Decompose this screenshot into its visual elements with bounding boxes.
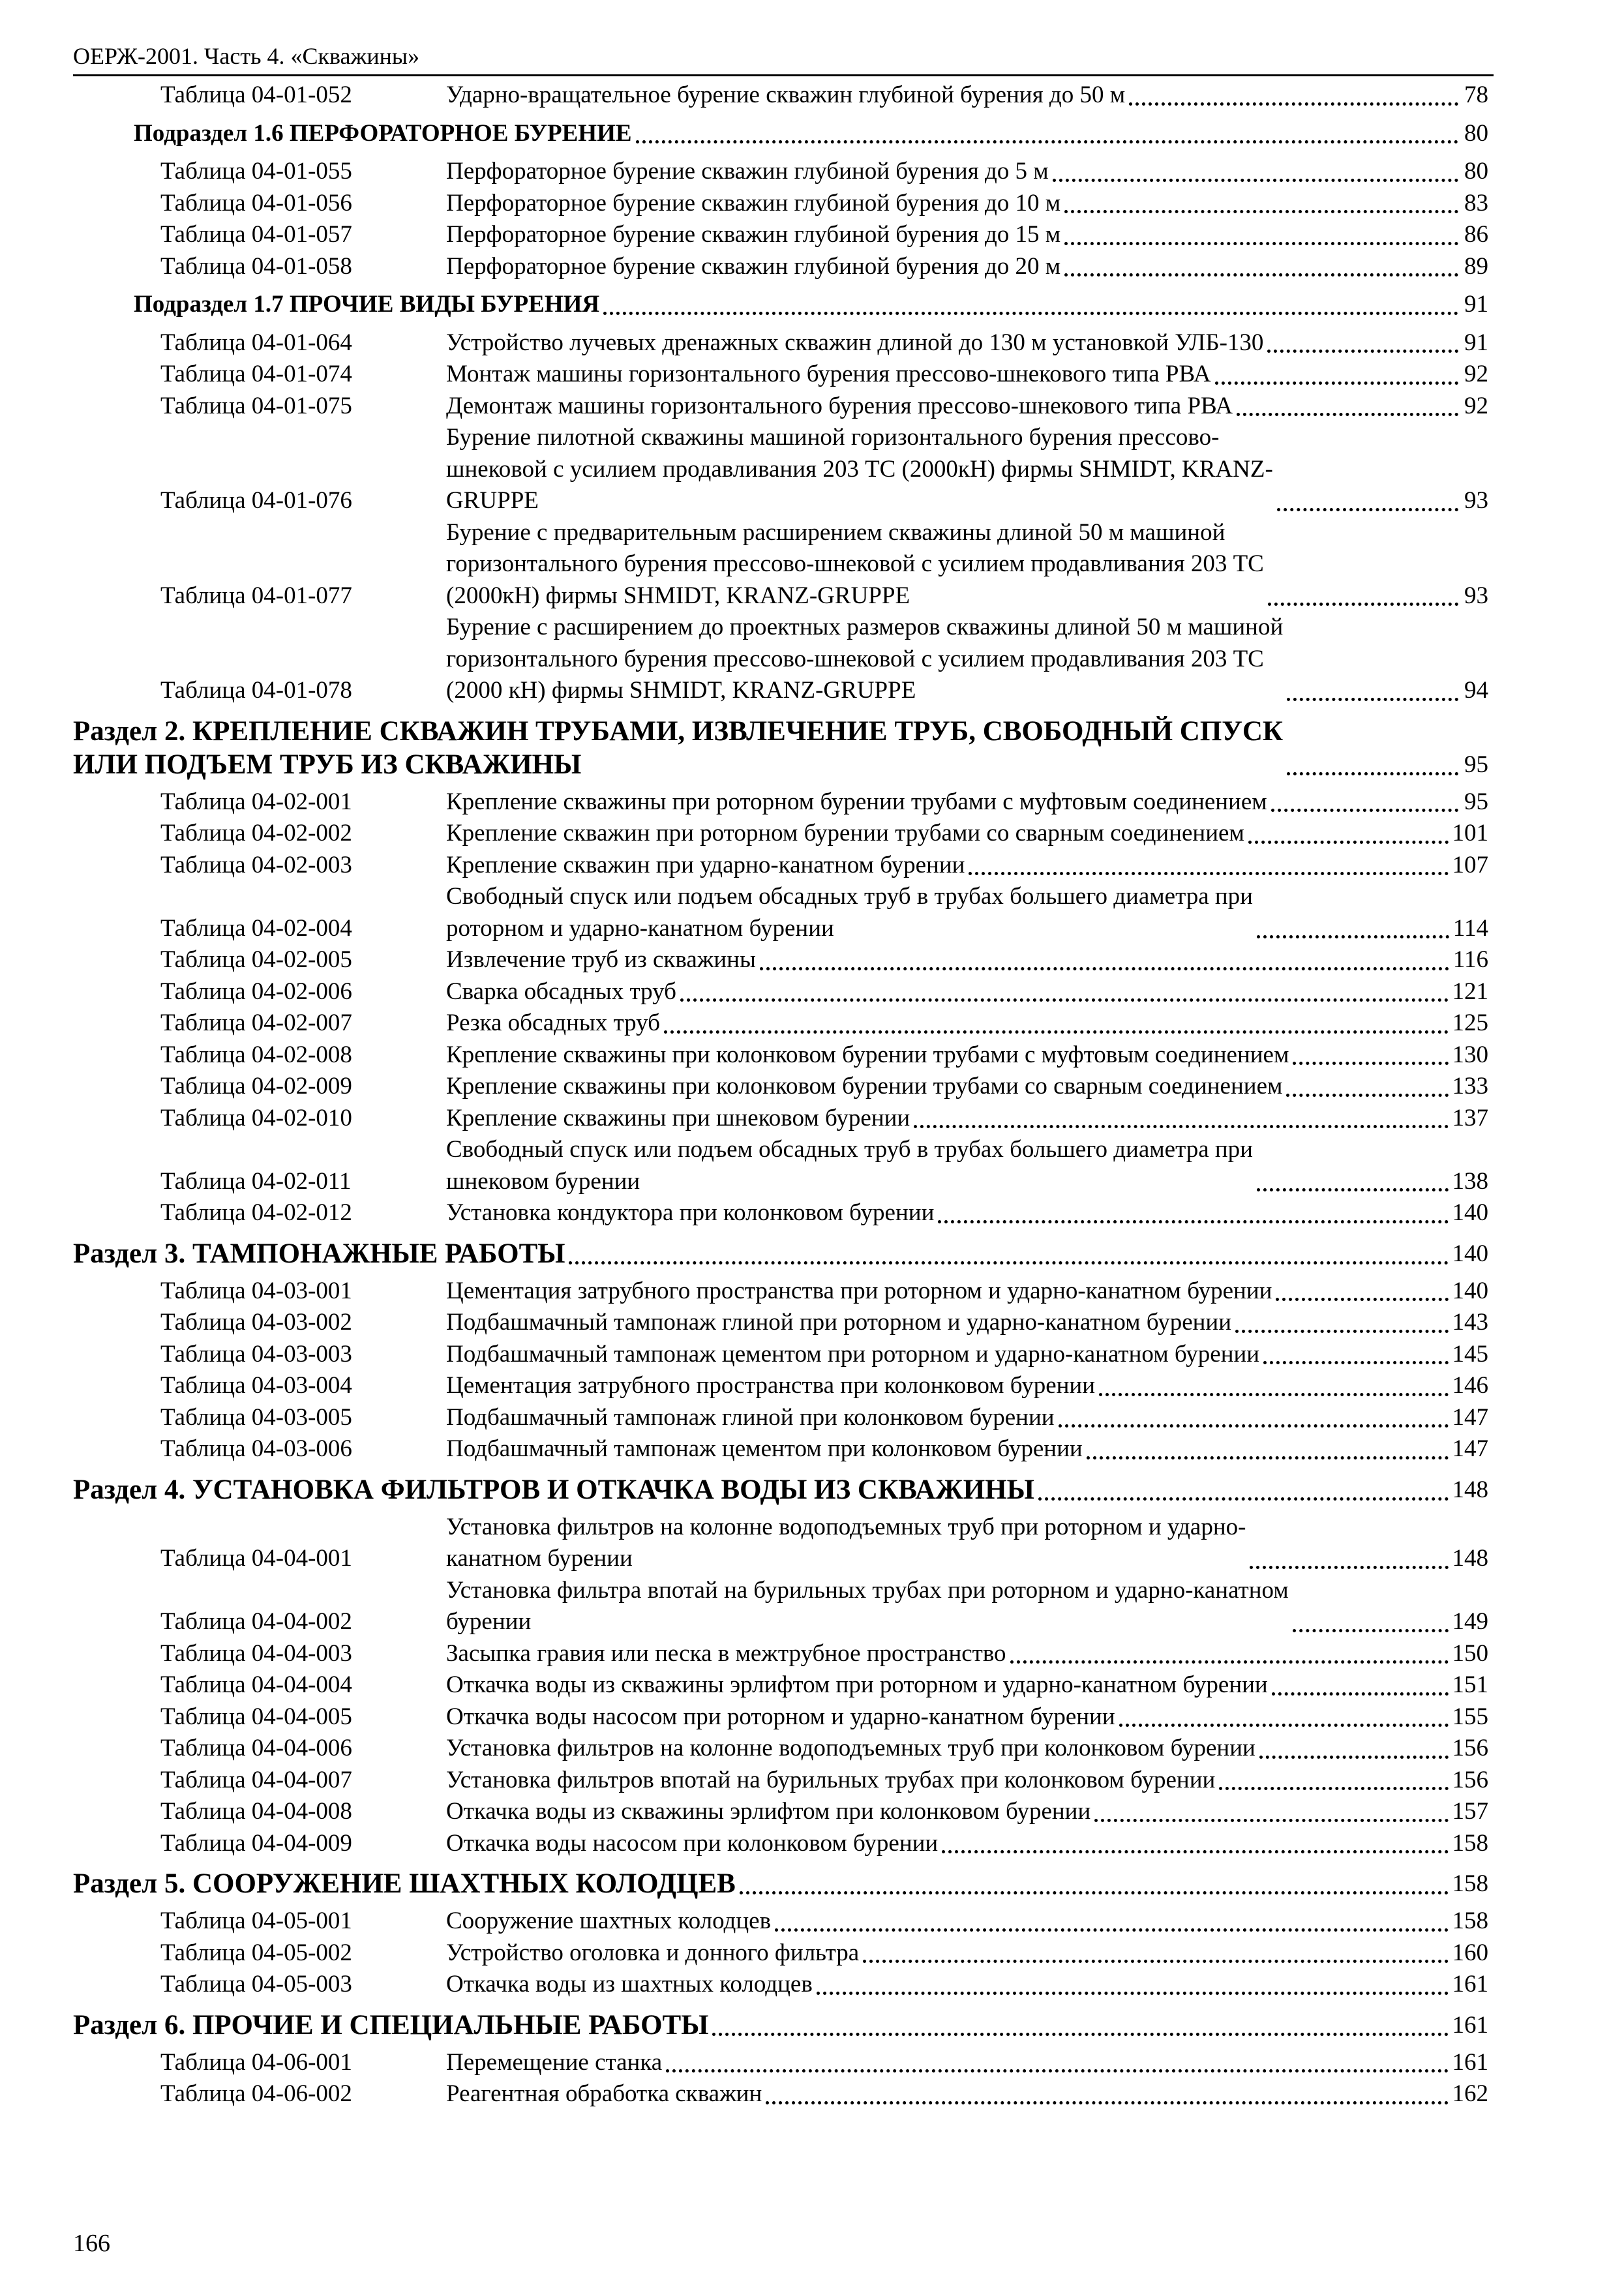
- dot-leader: [1053, 172, 1458, 182]
- entry-code: Таблица 04-04-002: [160, 1608, 352, 1635]
- entry-page-number: 114: [1452, 914, 1488, 942]
- toc-table-entry[interactable]: [73, 1701, 1488, 1733]
- entry-title: Раздел 6. ПРОЧИЕ И СПЕЦИАЛЬНЫЕ РАБОТЫ: [73, 2009, 709, 2041]
- dot-leader: [1064, 235, 1458, 245]
- entry-title: Подраздел 1.6 ПЕРФОРАТОРНОЕ БУРЕНИЕ: [134, 119, 632, 147]
- toc-table-entry[interactable]: [73, 1969, 1488, 2001]
- toc-table-entry[interactable]: [73, 2078, 1488, 2110]
- entry-code: Таблица 04-03-006: [160, 1435, 352, 1462]
- toc-table-entry[interactable]: [73, 1307, 1488, 1339]
- dot-leader: [740, 1885, 1449, 1894]
- entry-code: Таблица 04-03-004: [160, 1372, 352, 1399]
- entry-code: Таблица 04-01-078: [160, 677, 352, 704]
- dot-leader: [1286, 1087, 1448, 1097]
- entry-title: Сварка обсадных труб: [446, 978, 676, 1005]
- entry-title: Извлечение труб из скважины: [446, 946, 756, 973]
- toc-table-entry[interactable]: [73, 1733, 1488, 1765]
- dot-leader: [1038, 1491, 1449, 1501]
- entry-title: Перфораторное бурение скважин глубиной бурения до 15 м: [446, 221, 1061, 248]
- entry-body: [446, 2078, 1488, 2110]
- dot-leader: [969, 865, 1448, 875]
- entry-title: Устройство лучевых дренажных скважин длиной до 130 м установкой УЛБ-130: [446, 329, 1264, 356]
- entry-page-number: 161: [1452, 2048, 1488, 2076]
- entry-code: Таблица 04-03-003: [160, 1340, 352, 1368]
- entry-page-number: 130: [1452, 1041, 1488, 1068]
- entry-code: Таблица 04-05-002: [160, 1939, 352, 1966]
- entry-code: Таблица 04-04-001: [160, 1545, 352, 1572]
- dot-leader: [1272, 1686, 1449, 1696]
- toc-subsection-entry[interactable]: [73, 289, 1488, 321]
- entry-title: Подбашмачный тампонаж глиной при роторном и ударно-канатном бурении: [446, 1309, 1232, 1336]
- entry-code: Таблица 04-06-001: [160, 2048, 352, 2076]
- toc-table-entry[interactable]: [73, 1575, 1488, 1638]
- entry-body: [446, 327, 1488, 359]
- entry-page-number: 80: [1464, 158, 1488, 185]
- entry-body: [446, 391, 1488, 423]
- toc-table-entry[interactable]: [73, 1134, 1488, 1197]
- entry-code: Таблица 04-02-007: [160, 1010, 352, 1036]
- entry-body: [446, 359, 1488, 391]
- entry-code: Таблица 04-02-004: [160, 914, 352, 942]
- entry-title: Откачка воды насосом при колонковом бурении: [446, 1829, 939, 1857]
- entry-body: [446, 1937, 1488, 1969]
- toc-table-entry[interactable]: [73, 818, 1488, 850]
- entry-body: [446, 1512, 1488, 1575]
- entry-page-number: 95: [1464, 788, 1488, 815]
- entry-body: [73, 715, 1488, 781]
- entry-page-number: 125: [1452, 1010, 1488, 1036]
- entry-title: Бурение с расширением до проектных размеров скважины длиной 50 м машиной горизонтального бурения прессово-шнековой с усилием продавливания 203 ТС (2000 кН) фирмы SHMIDT, KRANZ-GRUPPE: [446, 614, 1284, 704]
- entry-title: Демонтаж машины горизонтального бурения прессово-шнекового типа РВА: [446, 392, 1233, 419]
- entry-title: Цементация затрубного пространства при колонковом бурении: [446, 1372, 1096, 1399]
- entry-code: Таблица 04-02-002: [160, 820, 352, 846]
- entry-body: [446, 251, 1488, 283]
- dot-leader: [569, 1255, 1448, 1264]
- entry-page-number: 158: [1452, 1870, 1488, 1897]
- dot-leader: [1059, 1418, 1449, 1428]
- dot-leader: [863, 1953, 1448, 1963]
- dot-leader: [1287, 766, 1458, 775]
- entry-code: Таблица 04-02-010: [160, 1104, 352, 1131]
- entry-page-number: 147: [1452, 1435, 1488, 1462]
- toc-table-entry[interactable]: [73, 1433, 1488, 1465]
- entry-body: [446, 1796, 1488, 1828]
- entry-page-number: 151: [1452, 1671, 1488, 1698]
- toc-section-entry[interactable]: [73, 715, 1488, 781]
- entry-title: Подбашмачный тампонаж цементом при колонковом бурении: [446, 1435, 1083, 1462]
- entry-body: [446, 1969, 1488, 2001]
- dot-leader: [1276, 1291, 1448, 1301]
- entry-body: [73, 1473, 1488, 1506]
- entry-page-number: 138: [1452, 1167, 1488, 1195]
- dot-leader: [664, 1024, 1449, 1034]
- entry-body: [134, 118, 1488, 150]
- entry-page-number: 140: [1452, 1240, 1488, 1267]
- entry-title: Реагентная обработка скважин: [446, 2080, 762, 2107]
- entry-page-number: 133: [1452, 1073, 1488, 1100]
- entry-title: Раздел 3. ТАМПОНАЖНЫЕ РАБОТЫ: [73, 1238, 565, 1269]
- entry-body: [446, 1765, 1488, 1797]
- toc-section-entry[interactable]: [73, 2009, 1488, 2042]
- dot-leader: [712, 2026, 1448, 2036]
- entry-title: Ударно-вращательное бурение скважин глубиной бурения до 50 м: [446, 82, 1126, 108]
- entry-title: Крепление скважин при роторном бурении трубами со сварным соединением: [446, 820, 1244, 846]
- entry-body: [446, 1701, 1488, 1733]
- toc-table-entry[interactable]: [73, 1008, 1488, 1040]
- entry-code: Таблица 04-02-003: [160, 851, 352, 878]
- entry-title: Установка фильтров впотай на бурильных трубах при колонковом бурении: [446, 1766, 1216, 1793]
- dot-leader: [1099, 1386, 1448, 1396]
- table-of-contents: [73, 80, 1488, 2110]
- entry-code: Таблица 04-01-077: [160, 582, 352, 609]
- entry-page-number: 147: [1452, 1403, 1488, 1431]
- entry-page-number: 148: [1452, 1476, 1488, 1503]
- dot-leader: [1257, 1182, 1449, 1191]
- entry-page-number: 155: [1452, 1703, 1488, 1730]
- entry-page-number: 94: [1464, 677, 1488, 704]
- entry-code: Таблица 04-02-005: [160, 946, 352, 973]
- dot-leader: [1293, 1623, 1449, 1632]
- toc-section-entry[interactable]: [73, 1237, 1488, 1270]
- entry-code: Таблица 04-01-057: [160, 221, 352, 248]
- dot-leader: [760, 961, 1449, 970]
- entry-body: [446, 1402, 1488, 1434]
- entry-body: [446, 188, 1488, 220]
- dot-leader: [1094, 1812, 1448, 1822]
- entry-code: Таблица 04-05-001: [160, 1908, 352, 1934]
- entry-page-number: 78: [1464, 82, 1488, 108]
- entry-body: [446, 1828, 1488, 1860]
- entry-body: [446, 1071, 1488, 1103]
- toc-table-entry[interactable]: [73, 1276, 1488, 1308]
- entry-page-number: 150: [1452, 1639, 1488, 1667]
- toc-table-entry[interactable]: [73, 219, 1488, 251]
- entry-title: Крепление скважины при колонковом бурении трубами со сварным соединением: [446, 1073, 1283, 1100]
- toc-table-entry[interactable]: [73, 156, 1488, 188]
- toc-table-entry[interactable]: [73, 188, 1488, 220]
- entry-title: Установка фильтра впотай на бурильных трубах при роторном и ударно-канатном бурении: [446, 1576, 1289, 1635]
- dot-leader: [1064, 203, 1458, 213]
- entry-page-number: 86: [1464, 221, 1488, 248]
- dot-leader: [1248, 834, 1449, 844]
- dot-leader: [1263, 1354, 1448, 1364]
- toc-table-entry[interactable]: [73, 612, 1488, 707]
- dot-leader: [603, 305, 1458, 315]
- entry-title: Крепление скважин при ударно-канатном бурении: [446, 851, 965, 878]
- entry-title: Свободный спуск или подъем обсадных труб в трубах большего диаметра при шнековом бурении: [446, 1136, 1253, 1195]
- entry-page-number: 116: [1452, 946, 1488, 973]
- entry-body: [73, 2009, 1488, 2042]
- toc-table-entry[interactable]: [73, 786, 1488, 818]
- entry-title: Откачка воды насосом при роторном и ударно-канатном бурении: [446, 1703, 1115, 1730]
- entry-title: Раздел 4. УСТАНОВКА ФИЛЬТРОВ И ОТКАЧКА ВОДЫ ИЗ СКВАЖИНЫ: [73, 1474, 1034, 1505]
- entry-code: Таблица 04-01-056: [160, 189, 352, 217]
- entry-page-number: 140: [1452, 1199, 1488, 1226]
- dot-leader: [914, 1118, 1448, 1128]
- toc-section-entry[interactable]: [73, 1473, 1488, 1506]
- entry-body: [446, 1103, 1488, 1135]
- entry-body: [134, 289, 1488, 321]
- entry-title: Засыпка гравия или песка в межтрубное пространство: [446, 1639, 1006, 1667]
- entry-title: Установка кондуктора при колонковом бурении: [446, 1199, 935, 1226]
- toc-table-entry[interactable]: [73, 1906, 1488, 1937]
- entry-code: Таблица 04-04-004: [160, 1671, 352, 1698]
- toc-table-entry[interactable]: [73, 1197, 1488, 1229]
- entry-page-number: 140: [1452, 1277, 1488, 1304]
- entry-code: Таблица 04-03-001: [160, 1277, 352, 1304]
- dot-leader: [1268, 596, 1458, 606]
- entry-title: Подбашмачный тампонаж глиной при колонковом бурении: [446, 1403, 1055, 1431]
- entry-code: Таблица 04-01-058: [160, 252, 352, 280]
- entry-code: Таблица 04-02-011: [160, 1167, 352, 1195]
- toc-section-entry[interactable]: [73, 1867, 1488, 1900]
- entry-body: [446, 786, 1488, 818]
- toc-table-entry[interactable]: [73, 944, 1488, 976]
- entry-code: Таблица 04-04-006: [160, 1735, 352, 1761]
- entry-code: Таблица 04-04-009: [160, 1829, 352, 1857]
- entry-title: Откачка воды из скважины эрлифтом при роторном и ударно-канатном бурении: [446, 1671, 1268, 1698]
- dot-leader: [1259, 1749, 1449, 1759]
- dot-leader: [1293, 1055, 1448, 1065]
- entry-body: [446, 80, 1488, 112]
- entry-body: [446, 1669, 1488, 1701]
- entry-body: [446, 219, 1488, 251]
- entry-code: Таблица 04-04-007: [160, 1766, 352, 1793]
- page-number: 166: [73, 2230, 110, 2257]
- entry-title: Перфораторное бурение скважин глубиной бурения до 20 м: [446, 252, 1061, 280]
- entry-code: Таблица 04-01-074: [160, 361, 352, 387]
- toc-table-entry[interactable]: [73, 1937, 1488, 1969]
- dot-leader: [636, 134, 1458, 143]
- entry-body: [446, 1040, 1488, 1071]
- entry-page-number: 143: [1452, 1309, 1488, 1336]
- entry-page-number: 158: [1452, 1908, 1488, 1934]
- toc-table-entry[interactable]: [73, 1796, 1488, 1828]
- entry-page-number: 158: [1452, 1829, 1488, 1857]
- entry-page-number: 80: [1464, 119, 1488, 147]
- entry-title: Перемещение станка: [446, 2048, 663, 2076]
- entry-title: Резка обсадных труб: [446, 1010, 660, 1036]
- entry-page-number: 95: [1464, 751, 1488, 778]
- entry-page-number: 93: [1464, 487, 1488, 514]
- dot-leader: [1271, 802, 1458, 812]
- entry-code: Таблица 04-01-075: [160, 392, 352, 419]
- entry-page-number: 161: [1452, 2011, 1488, 2039]
- entry-code: Таблица 04-06-002: [160, 2080, 352, 2107]
- entry-code: Таблица 04-01-055: [160, 158, 352, 185]
- toc-table-entry[interactable]: [73, 1339, 1488, 1371]
- toc-table-entry[interactable]: [73, 391, 1488, 423]
- entry-page-number: 137: [1452, 1104, 1488, 1131]
- toc-table-entry[interactable]: [73, 1828, 1488, 1860]
- dot-leader: [766, 2095, 1448, 2104]
- entry-title: Крепление скважины при шнековом бурении: [446, 1104, 910, 1131]
- entry-body: [446, 1339, 1488, 1371]
- dot-leader: [1250, 1559, 1448, 1569]
- entry-page-number: 83: [1464, 189, 1488, 217]
- entry-body: [446, 1008, 1488, 1040]
- entry-title: Монтаж машины горизонтального бурения прессово-шнекового типа РВА: [446, 361, 1211, 387]
- entry-code: Таблица 04-03-005: [160, 1403, 352, 1431]
- toc-table-entry[interactable]: [73, 1370, 1488, 1402]
- running-header: ОЕРЖ-2001. Часть 4. «Скважины»: [73, 40, 1494, 76]
- entry-page-number: 162: [1452, 2080, 1488, 2107]
- toc-table-entry[interactable]: [73, 422, 1488, 517]
- toc-table-entry[interactable]: [73, 976, 1488, 1008]
- entry-body: [73, 1237, 1488, 1270]
- dot-leader: [938, 1214, 1448, 1223]
- dot-leader: [666, 2063, 1448, 2072]
- entry-page-number: 121: [1452, 978, 1488, 1005]
- entry-page-number: 149: [1452, 1608, 1488, 1635]
- toc-table-entry[interactable]: [73, 359, 1488, 391]
- dot-leader: [1277, 501, 1458, 511]
- entry-body: [446, 1276, 1488, 1308]
- entry-title: Бурение пилотной скважины машиной горизонтального бурения прессово- шнековой с усилием продавливания 203 ТС (2000кН) фирмы SHMIDT, KRANZ- GRUPPE: [446, 424, 1273, 514]
- dot-leader: [1257, 929, 1449, 938]
- entry-page-number: 92: [1464, 361, 1488, 387]
- entry-page-number: 157: [1452, 1798, 1488, 1825]
- entry-page-number: 156: [1452, 1766, 1488, 1793]
- entry-title: Крепление скважины при колонковом бурении трубами с муфтовым соединением: [446, 1041, 1289, 1068]
- entry-body: [446, 1134, 1488, 1197]
- entry-title: Перфораторное бурение скважин глубиной бурения до 10 м: [446, 189, 1061, 217]
- entry-title: Сооружение шахтных колодцев: [446, 1908, 772, 1934]
- dot-leader: [942, 1844, 1448, 1853]
- toc-subsection-entry[interactable]: [73, 118, 1488, 150]
- entry-page-number: 89: [1464, 252, 1488, 280]
- entry-page-number: 101: [1452, 820, 1488, 846]
- toc-table-entry[interactable]: [73, 1669, 1488, 1701]
- entry-title: Установка фильтров на колонне водоподъемных труб при роторном и ударно- канатном бурении: [446, 1513, 1246, 1572]
- entry-page-number: 148: [1452, 1545, 1488, 1572]
- entry-code: Таблица 04-04-005: [160, 1703, 352, 1730]
- toc-table-entry[interactable]: [73, 1402, 1488, 1434]
- dot-leader: [1010, 1654, 1449, 1664]
- toc-table-entry[interactable]: [73, 327, 1488, 359]
- entry-body: [446, 1307, 1488, 1339]
- toc-table-entry[interactable]: [73, 1638, 1488, 1670]
- dot-leader: [1287, 691, 1458, 701]
- entry-title: Откачка воды из скважины эрлифтом при колонковом бурении: [446, 1798, 1091, 1825]
- entry-page-number: 161: [1452, 1971, 1488, 1997]
- toc-table-entry[interactable]: [73, 1512, 1488, 1575]
- entry-code: Таблица 04-02-009: [160, 1073, 352, 1100]
- entry-code: Таблица 04-02-012: [160, 1199, 352, 1226]
- dot-leader: [1235, 1323, 1448, 1333]
- entry-page-number: 107: [1452, 851, 1488, 878]
- dot-leader: [1087, 1450, 1449, 1459]
- entry-page-number: 146: [1452, 1372, 1488, 1399]
- entry-body: [446, 1433, 1488, 1465]
- dot-leader: [1129, 96, 1458, 106]
- entry-code: Таблица 04-05-003: [160, 1971, 352, 1997]
- entry-page-number: 91: [1464, 329, 1488, 356]
- entry-code: Таблица 04-02-006: [160, 978, 352, 1005]
- entry-body: [446, 612, 1488, 707]
- dot-leader: [1215, 375, 1458, 385]
- dot-leader: [1237, 406, 1458, 416]
- entry-code: Таблица 04-03-002: [160, 1309, 352, 1336]
- entry-body: [446, 850, 1488, 882]
- entry-code: Таблица 04-04-008: [160, 1798, 352, 1825]
- toc-table-entry[interactable]: [73, 80, 1488, 112]
- dot-leader: [1267, 343, 1458, 353]
- entry-body: [446, 1733, 1488, 1765]
- entry-page-number: 93: [1464, 582, 1488, 609]
- entry-code: Таблица 04-01-052: [160, 82, 352, 108]
- entry-page-number: 92: [1464, 392, 1488, 419]
- entry-body: [446, 818, 1488, 850]
- entry-body: [446, 881, 1488, 944]
- toc-table-entry[interactable]: [73, 517, 1488, 612]
- entry-code: Таблица 04-02-001: [160, 788, 352, 815]
- entry-page-number: 91: [1464, 291, 1488, 318]
- entry-body: [446, 517, 1488, 612]
- toc-table-entry[interactable]: [73, 1040, 1488, 1071]
- entry-title: Перфораторное бурение скважин глубиной бурения до 5 м: [446, 158, 1049, 185]
- entry-title: Крепление скважины при роторном бурении трубами с муфтовым соединением: [446, 788, 1267, 815]
- toc-table-entry[interactable]: [73, 881, 1488, 944]
- dot-leader: [817, 1985, 1449, 1995]
- dot-leader: [1219, 1780, 1448, 1790]
- dot-leader: [680, 992, 1449, 1002]
- entry-body: [446, 156, 1488, 188]
- entry-title: Раздел 5. СООРУЖЕНИЕ ШАХТНЫХ КОЛОДЦЕВ: [73, 1868, 736, 1899]
- toc-table-entry[interactable]: [73, 1071, 1488, 1103]
- entry-body: [446, 422, 1488, 517]
- toc-table-entry[interactable]: [73, 850, 1488, 882]
- entry-title: Подбашмачный тампонаж цементом при роторном и ударно-канатном бурении: [446, 1340, 1260, 1368]
- entry-body: [446, 976, 1488, 1008]
- entry-body: [446, 1638, 1488, 1670]
- dot-leader: [1064, 267, 1458, 277]
- entry-body: [446, 1575, 1488, 1638]
- entry-code: Таблица 04-01-076: [160, 487, 352, 514]
- entry-title: Бурение с предварительным расширением скважины длиной 50 м машиной горизонтального бурения прессово-шнековой с усилием продавливания 203 ТС (2000кН) фирмы SHMIDT, KRANZ-GRUPPE: [446, 518, 1264, 609]
- entry-page-number: 145: [1452, 1340, 1488, 1368]
- entry-code: Таблица 04-02-008: [160, 1041, 352, 1068]
- dot-leader: [775, 1922, 1448, 1932]
- dot-leader: [1119, 1717, 1449, 1727]
- entry-title: Установка фильтров на колонне водоподъемных труб при колонковом бурении: [446, 1735, 1256, 1761]
- toc-table-entry[interactable]: [73, 2047, 1488, 2079]
- entry-body: [446, 944, 1488, 976]
- entry-page-number: 156: [1452, 1735, 1488, 1761]
- entry-title: Свободный спуск или подъем обсадных труб в трубах большего диаметра при роторном и ударно-канатном бурении: [446, 883, 1253, 942]
- entry-title: Подраздел 1.7 ПРОЧИЕ ВИДЫ БУРЕНИЯ: [134, 291, 600, 318]
- entry-title: Раздел 2. КРЕПЛЕНИЕ СКВАЖИН ТРУБАМИ, ИЗВЛЕЧЕНИЕ ТРУБ, СВОБОДНЫЙ СПУСК ИЛИ ПОДЪЕМ ТРУБ ИЗ СКВАЖИНЫ: [73, 715, 1284, 780]
- toc-table-entry[interactable]: [73, 251, 1488, 283]
- entry-body: [446, 2047, 1488, 2079]
- entry-title: Цементация затрубного пространства при роторном и ударно-канатном бурении: [446, 1277, 1272, 1304]
- entry-page-number: 160: [1452, 1939, 1488, 1966]
- entry-body: [73, 1867, 1488, 1900]
- entry-code: Таблица 04-01-064: [160, 329, 352, 356]
- entry-title: Устройство оголовка и донного фильтра: [446, 1939, 860, 1966]
- entry-body: [446, 1197, 1488, 1229]
- entry-code: Таблица 04-04-003: [160, 1639, 352, 1667]
- toc-table-entry[interactable]: [73, 1765, 1488, 1797]
- entry-body: [446, 1906, 1488, 1937]
- entry-title: Откачка воды из шахтных колодцев: [446, 1971, 813, 1997]
- entry-body: [446, 1370, 1488, 1402]
- toc-table-entry[interactable]: [73, 1103, 1488, 1135]
